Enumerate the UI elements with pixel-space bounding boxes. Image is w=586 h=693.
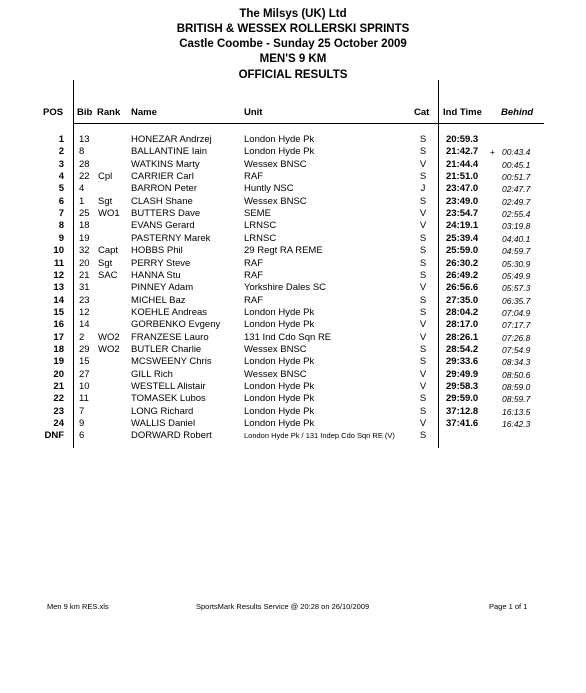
row-bib: 4 xyxy=(79,183,85,195)
table-row xyxy=(0,220,586,232)
table-row xyxy=(0,282,586,294)
table-row xyxy=(0,332,586,344)
row-category: S xyxy=(419,146,427,158)
row-ind-time: 21:42.7 xyxy=(446,146,479,158)
header-unit: Unit xyxy=(244,107,263,118)
row-position: 16 xyxy=(53,319,64,331)
header-pos: POS xyxy=(43,107,64,118)
row-ind-time: 20:59.3 xyxy=(446,134,479,145)
row-rank: Sgt xyxy=(98,195,113,207)
row-plus-sign: + xyxy=(490,147,495,158)
row-category: S xyxy=(419,294,427,306)
row-behind: 00:51.7 xyxy=(502,172,531,183)
row-behind: 07:54.9 xyxy=(502,344,531,355)
row-behind: 06:35.7 xyxy=(502,295,531,306)
table-row xyxy=(0,356,586,368)
race-category: MEN'S 9 KM xyxy=(259,53,327,65)
row-name: EVANS Gerard xyxy=(131,220,195,232)
table-row xyxy=(0,159,586,171)
header-ind-time: Ind Time xyxy=(443,107,482,118)
row-category: V xyxy=(419,319,427,331)
row-name: HOBBS Phil xyxy=(131,245,183,257)
row-behind: 03:19.8 xyxy=(502,221,531,232)
row-name: TOMASEK Lubos xyxy=(131,393,206,405)
row-position: 12 xyxy=(53,269,64,281)
row-rank: WO1 xyxy=(98,208,120,220)
table-row xyxy=(0,233,586,245)
row-category: S xyxy=(419,306,427,318)
row-position: 18 xyxy=(53,343,64,355)
row-position: 22 xyxy=(53,393,64,405)
row-name: BARRON Peter xyxy=(131,183,197,195)
row-position: 19 xyxy=(53,356,64,368)
row-behind: 05:57.3 xyxy=(502,283,531,294)
row-category: V xyxy=(419,368,427,380)
row-position: 6 xyxy=(58,195,64,207)
row-category: S xyxy=(419,356,427,368)
footer-service: SportsMark Results Service @ 20:28 on 26/10/2009 xyxy=(196,602,370,611)
row-bib: 19 xyxy=(79,232,90,244)
row-unit: RAF xyxy=(244,294,263,306)
row-unit: LRNSC xyxy=(244,220,277,232)
footer-filename: Men 9 km RES.xls xyxy=(47,602,109,611)
row-position: 15 xyxy=(53,306,64,318)
row-category: V xyxy=(419,208,427,220)
row-bib: 13 xyxy=(79,134,90,145)
row-ind-time: 29:49.9 xyxy=(446,368,479,380)
footer-page: Page 1 of 1 xyxy=(489,602,528,611)
row-name: HANNA Stu xyxy=(131,269,181,281)
table-row xyxy=(0,319,586,331)
row-bib: 18 xyxy=(79,220,90,232)
row-position: 9 xyxy=(58,232,64,244)
row-name: LONG Richard xyxy=(131,405,194,417)
row-behind: 07:17.7 xyxy=(502,320,531,331)
row-ind-time: 21:44.4 xyxy=(446,158,479,170)
row-category: V xyxy=(419,331,427,343)
table-row xyxy=(0,258,586,270)
row-bib: 6 xyxy=(79,430,85,442)
row-name: BUTTERS Dave xyxy=(131,208,201,220)
row-behind: 04:40.1 xyxy=(502,233,531,244)
row-behind: 04:59.7 xyxy=(502,246,531,257)
table-row xyxy=(0,245,586,257)
row-unit: London Hyde Pk xyxy=(244,381,315,392)
table-row xyxy=(0,344,586,356)
row-name: FRANZESE Lauro xyxy=(131,331,209,343)
row-unit: London Hyde Pk xyxy=(244,319,315,331)
results-status: OFFICIAL RESULTS xyxy=(238,69,348,81)
row-category: S xyxy=(419,343,427,355)
row-unit: Yorkshire Dales SC xyxy=(244,282,327,294)
row-category: V xyxy=(419,158,427,170)
row-ind-time: 21:51.0 xyxy=(446,171,479,183)
row-rank: Sgt xyxy=(98,257,113,269)
row-bib: 12 xyxy=(79,306,90,318)
row-unit: London Hyde Pk / 131 Indep Cdo Sqn RE (V) xyxy=(244,431,395,441)
row-category: V xyxy=(419,220,427,232)
row-behind: 08:59.7 xyxy=(502,394,531,405)
row-ind-time: 26:30.2 xyxy=(446,257,479,269)
row-unit: Wessex BNSC xyxy=(244,343,307,355)
row-position: 1 xyxy=(58,134,64,145)
row-category: S xyxy=(419,430,427,442)
row-unit: London Hyde Pk xyxy=(244,146,315,158)
row-ind-time: 29:58.3 xyxy=(446,381,479,392)
row-bib: 32 xyxy=(79,245,90,257)
row-rank: SAC xyxy=(98,269,118,281)
row-name: MCSWEENY Chris xyxy=(131,356,212,368)
row-position: 14 xyxy=(53,294,64,306)
row-position: 17 xyxy=(53,331,64,343)
row-position: 11 xyxy=(53,257,64,269)
row-ind-time: 28:17.0 xyxy=(446,319,479,331)
row-name: WALLIS Daniel xyxy=(131,418,196,430)
table-row xyxy=(0,171,586,183)
row-unit: 131 Ind Cdo Sqn RE xyxy=(244,331,332,343)
table-row xyxy=(0,196,586,208)
row-unit: London Hyde Pk xyxy=(244,356,315,368)
row-unit: Huntly NSC xyxy=(244,183,294,195)
table-row xyxy=(0,369,586,381)
row-bib: 15 xyxy=(79,356,90,368)
row-bib: 8 xyxy=(79,146,85,158)
row-ind-time: 29:59.0 xyxy=(446,393,479,405)
table-row xyxy=(0,270,586,282)
row-category: S xyxy=(419,257,427,269)
row-behind: 08:34.3 xyxy=(502,357,531,368)
row-ind-time: 25:59.0 xyxy=(446,245,479,257)
row-bib: 2 xyxy=(79,331,85,343)
row-unit: Wessex BNSC xyxy=(244,195,307,207)
row-name: HONEZAR Andrzej xyxy=(131,134,212,145)
table-row xyxy=(0,146,586,158)
row-unit: RAF xyxy=(244,257,263,269)
row-name: KOEHLE Andreas xyxy=(131,306,208,318)
row-category: S xyxy=(419,171,427,183)
row-ind-time: 27:35.0 xyxy=(446,294,479,306)
row-category: S xyxy=(419,232,427,244)
row-bib: 7 xyxy=(79,405,85,417)
row-ind-time: 37:41.6 xyxy=(446,418,479,430)
header-rank: Rank xyxy=(97,107,121,118)
row-ind-time: 23:47.0 xyxy=(446,183,479,195)
table-row xyxy=(0,430,586,442)
row-name: GILL Rich xyxy=(131,368,173,380)
row-unit: London Hyde Pk xyxy=(244,405,315,417)
row-behind: 07:26.8 xyxy=(502,332,531,343)
table-row xyxy=(0,307,586,319)
row-rank: Capt xyxy=(98,245,119,257)
row-bib: 23 xyxy=(79,294,90,306)
row-ind-time: 28:04.2 xyxy=(446,306,479,318)
row-rank: WO2 xyxy=(98,331,120,343)
row-behind: 05:30.9 xyxy=(502,258,531,269)
row-bib: 21 xyxy=(79,269,90,281)
row-bib: 20 xyxy=(79,257,90,269)
organiser-title: The Milsys (UK) Ltd xyxy=(239,8,347,20)
row-unit: SEME xyxy=(244,208,271,220)
row-name: BALLANTINE Iain xyxy=(131,146,208,158)
row-name: BUTLER Charlie xyxy=(131,343,202,355)
row-unit: RAF xyxy=(244,269,263,281)
row-unit: London Hyde Pk xyxy=(244,393,315,405)
row-behind: 00:45.1 xyxy=(502,159,531,170)
row-unit: RAF xyxy=(244,171,263,183)
row-name: CARRIER Carl xyxy=(131,171,194,183)
row-bib: 1 xyxy=(79,195,85,207)
row-position: 8 xyxy=(58,220,64,232)
row-unit: London Hyde Pk xyxy=(244,134,315,145)
event-title: BRITISH & WESSEX ROLLERSKI SPRINTS xyxy=(176,23,410,35)
row-category: V xyxy=(419,282,427,294)
row-bib: 10 xyxy=(79,381,90,392)
row-ind-time: 26:56.6 xyxy=(446,282,479,294)
row-category: S xyxy=(419,245,427,257)
header-underline xyxy=(74,123,544,124)
row-position: 24 xyxy=(53,418,64,430)
row-behind: 02:55.4 xyxy=(502,209,531,220)
row-category: V xyxy=(419,418,427,430)
table-row xyxy=(0,208,586,220)
table-row xyxy=(0,183,586,195)
header-name: Name xyxy=(131,107,157,118)
row-behind: 16:13.5 xyxy=(502,406,531,417)
row-unit: Wessex BNSC xyxy=(244,158,307,170)
row-position: 21 xyxy=(53,381,64,392)
row-unit: London Hyde Pk xyxy=(244,418,315,430)
row-behind: 16:42.3 xyxy=(502,419,531,430)
row-unit: London Hyde Pk xyxy=(244,306,315,318)
row-name: DORWARD Robert xyxy=(131,430,212,442)
row-behind: 07:04.9 xyxy=(502,307,531,318)
row-unit: 29 Regt RA REME xyxy=(244,245,323,257)
row-ind-time: 37:12.8 xyxy=(446,405,479,417)
row-ind-time: 24:19.1 xyxy=(446,220,479,232)
row-bib: 27 xyxy=(79,368,90,380)
row-bib: 29 xyxy=(79,343,90,355)
row-ind-time: 28:26.1 xyxy=(446,331,479,343)
table-row xyxy=(0,134,586,146)
row-position: 4 xyxy=(58,171,64,183)
row-position: 5 xyxy=(58,183,64,195)
row-behind: 08:59.0 xyxy=(502,382,531,392)
row-category: V xyxy=(419,381,427,392)
row-name: PINNEY Adam xyxy=(131,282,194,294)
row-unit: LRNSC xyxy=(244,232,277,244)
row-bib: 11 xyxy=(79,393,89,405)
row-unit: Wessex BNSC xyxy=(244,368,307,380)
row-name: PERRY Steve xyxy=(131,257,191,269)
table-row xyxy=(0,393,586,405)
row-bib: 22 xyxy=(79,171,90,183)
row-bib: 14 xyxy=(79,319,90,331)
row-bib: 28 xyxy=(79,158,90,170)
header-cat: Cat xyxy=(414,107,430,118)
row-behind: 05:49.9 xyxy=(502,270,531,281)
row-name: CLASH Shane xyxy=(131,195,193,207)
header-behind: Behind xyxy=(501,107,534,118)
row-category: S xyxy=(419,405,427,417)
row-bib: 31 xyxy=(79,282,90,294)
row-bib: 25 xyxy=(79,208,90,220)
row-position: 13 xyxy=(53,282,64,294)
row-name: WATKINS Marty xyxy=(131,158,200,170)
row-position: 20 xyxy=(53,368,64,380)
row-ind-time: 23:49.0 xyxy=(446,195,479,207)
row-ind-time: 29:33.6 xyxy=(446,356,479,368)
row-ind-time: 26:49.2 xyxy=(446,269,479,281)
row-category: S xyxy=(419,269,427,281)
row-position: DNF xyxy=(44,430,64,442)
row-category: S xyxy=(419,134,427,145)
header-bib: Bib xyxy=(77,107,93,118)
row-position: 23 xyxy=(53,405,64,417)
row-position: 3 xyxy=(58,158,64,170)
row-behind: 08:50.6 xyxy=(502,369,531,380)
row-ind-time: 28:54.2 xyxy=(446,343,479,355)
row-rank: Cpl xyxy=(98,171,113,183)
table-row xyxy=(0,406,586,418)
row-ind-time: 25:39.4 xyxy=(446,232,479,244)
row-category: J xyxy=(420,183,426,195)
row-rank: WO2 xyxy=(98,343,120,355)
table-row xyxy=(0,295,586,307)
row-position: 7 xyxy=(58,208,64,220)
row-behind: 02:47.7 xyxy=(502,184,531,195)
row-ind-time: 23:54.7 xyxy=(446,208,479,220)
row-name: MICHEL Baz xyxy=(131,294,186,306)
row-position: 2 xyxy=(58,146,64,158)
row-behind: 02:49.7 xyxy=(502,196,531,207)
row-position: 10 xyxy=(53,245,64,257)
row-bib: 9 xyxy=(79,418,85,430)
table-row xyxy=(0,381,586,393)
venue-date: Castle Coombe - Sunday 25 October 2009 xyxy=(179,38,407,50)
row-name: GORBENKO Evgeny xyxy=(131,319,221,331)
row-category: S xyxy=(419,393,427,405)
row-behind: 00:43.4 xyxy=(502,147,531,158)
row-name: WESTELL Alistair xyxy=(131,381,206,392)
table-row xyxy=(0,418,586,430)
row-category: S xyxy=(419,195,427,207)
row-name: PASTERNY Marek xyxy=(131,232,211,244)
